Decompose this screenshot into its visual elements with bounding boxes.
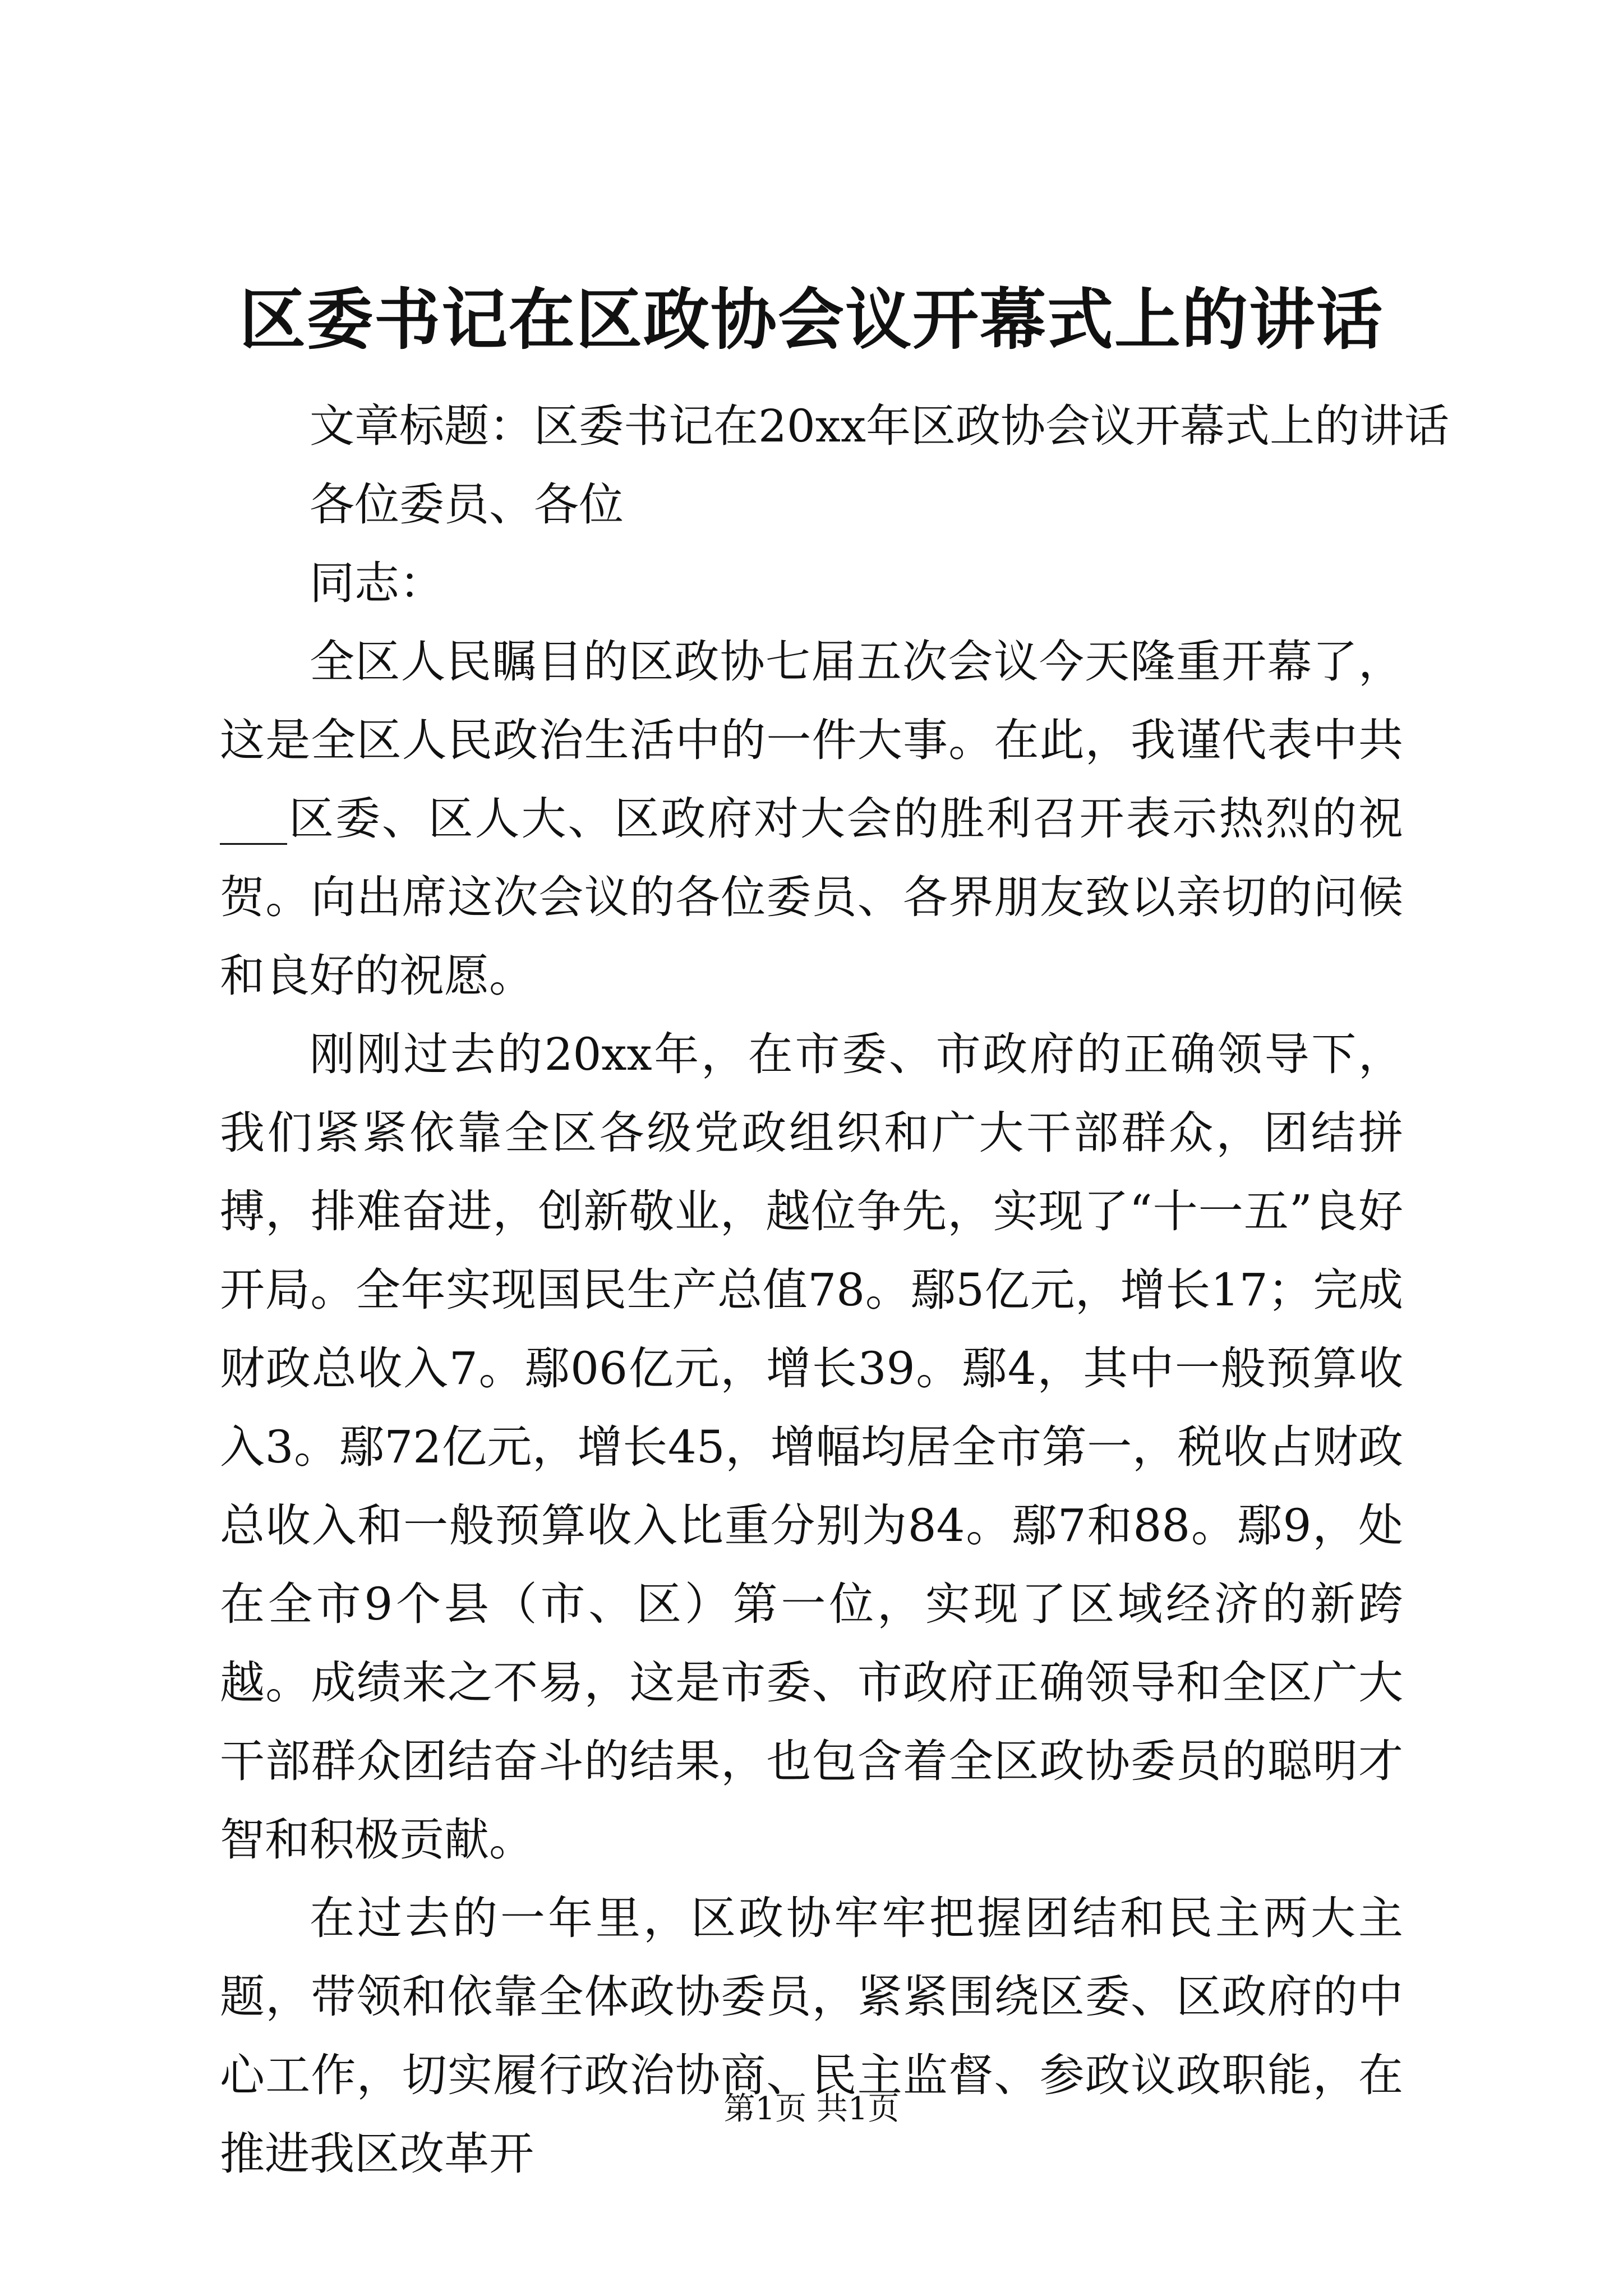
page-footer: 第1页 共1页 [723, 2091, 900, 2127]
body-paragraph: 全区人民瞩目的区政协七届五次会议今天隆重开幕了，这是全区人民政治生活中的一件大事。在此，我谨代表中共___区委、区人大、区政府对大会的胜利召开表示热烈的祝贺。向出席这次会议的各位委员、各界朋友致以亲切的问候和良好的祝愿。 [220, 636, 1403, 1002]
salutation-line: 各位委员、各位 [310, 478, 624, 531]
salutation-continuation: 同志： [310, 557, 444, 609]
document-body [220, 387, 1450, 2193]
article-title-line: 文章标题：区委书记在20xx年区政协会议开幕式上的讲话 [310, 400, 1450, 452]
body-paragraph: 刚刚过去的20xx年，在市委、市政府的正确领导下，我们紧紧依靠全区各级党政组织和广大干部群众，团结拼搏，排难奋进，创新敬业，越位争先，实现了“十一五”良好开局。全年实现国民生产总值78。鄢5亿元，增长17；完成财政总收入7。鄢06亿元，增长39。鄢4，其中一般预算收入3。鄢72亿元，增长45，增幅均居全市第一，税收占财政总收入和一般预算收入比重分别为84。鄢7和88。鄢9，处在全市9个县（市、区）第一位，实现了区域经济的新跨越。成绩来之不易，这是市委、市政府正确领导和全区广大干部群众团结奋斗的结果，也包含着全区政协委员的聪明才智和积极贡献。 [220, 1028, 1403, 1866]
document-title: 区委书记在区政协会议开幕式上的讲话 [239, 280, 1384, 358]
body-paragraph: 在过去的一年里，区政协牢牢把握团结和民主两大主题，带领和依靠全体政协委员，紧紧围绕区委、区政府的中心工作，切实履行政治协商、民主监督、参政议政职能，在推进我区改革开 [220, 1892, 1403, 2180]
